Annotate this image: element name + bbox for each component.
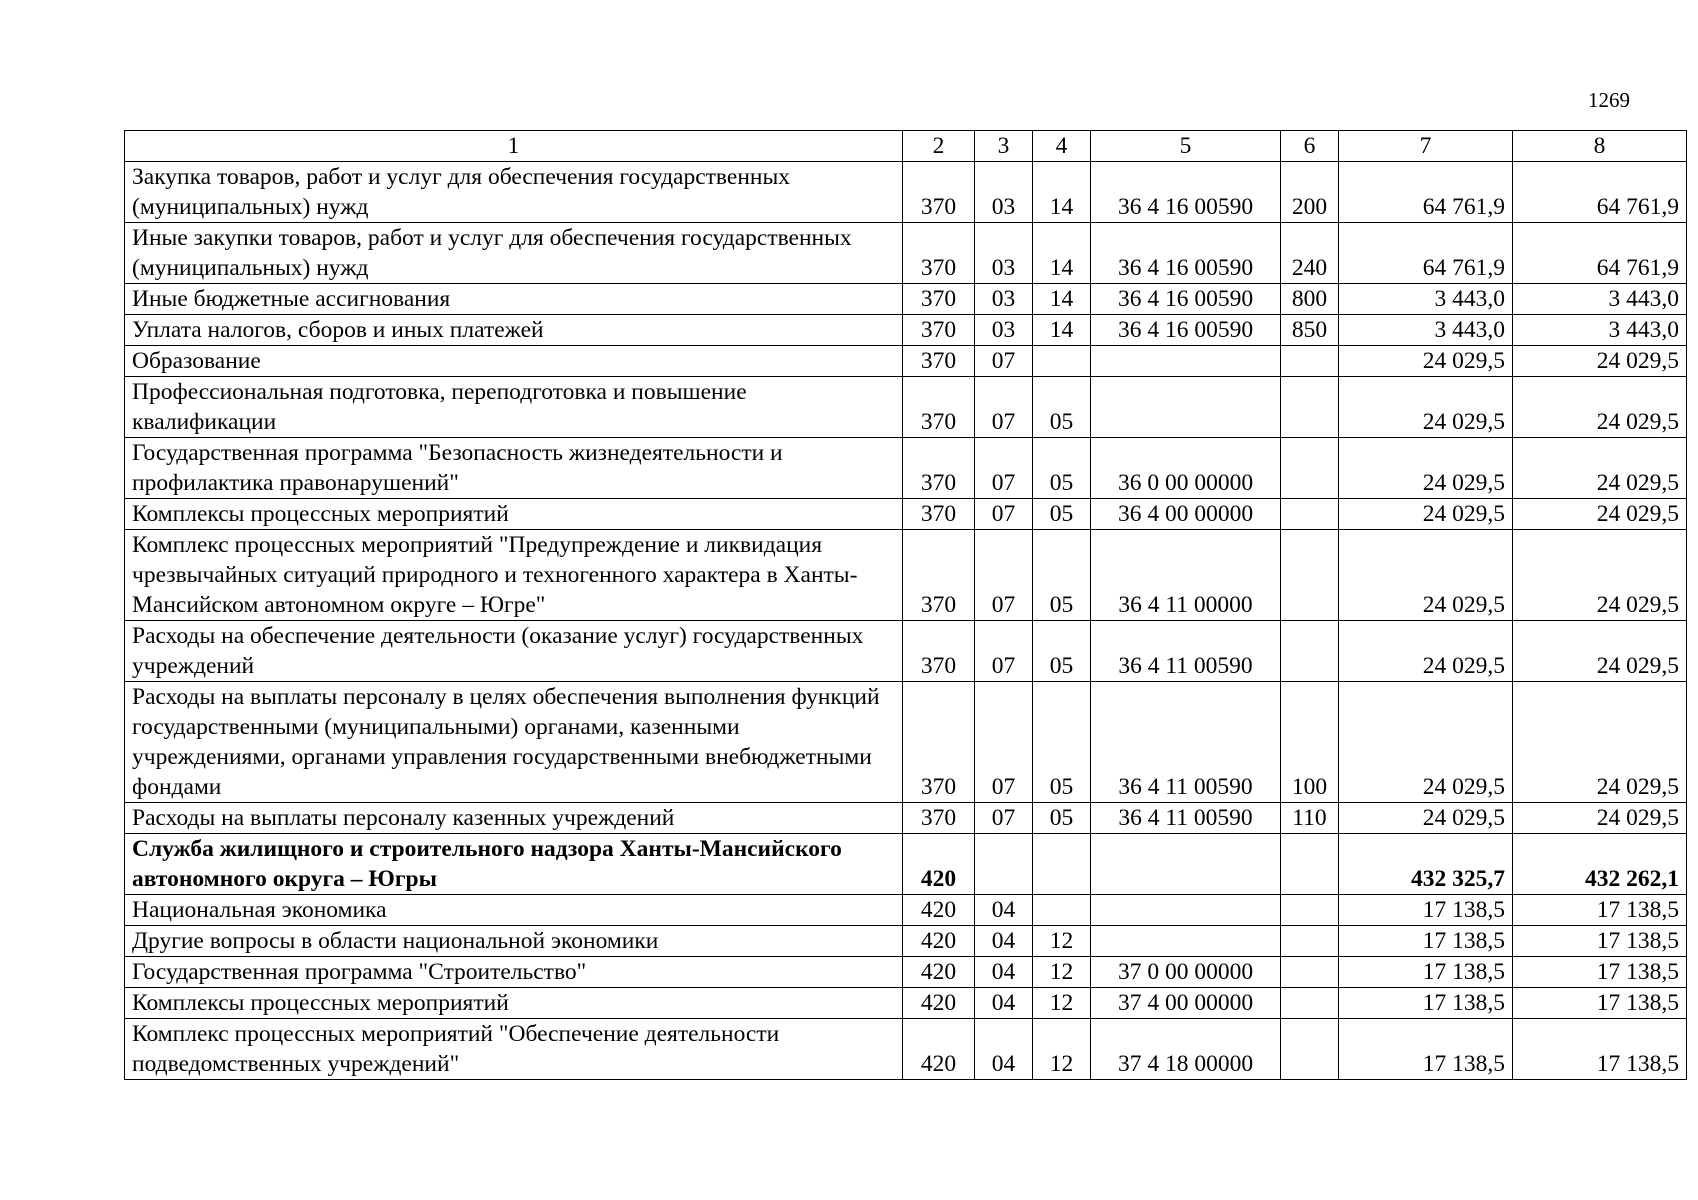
row-name: Расходы на выплаты персоналу в целях обеспечения выполнения функций государственными (муниципальными) органами, казенными учреждениями, органами управления государственными внебюджетными фондами [125,682,903,803]
table-body [125,162,1687,1080]
row-target-article-code: 36 4 16 00590 [1091,162,1281,223]
row-expense-type-code [1281,530,1339,621]
row-section-code: 07 [975,346,1033,377]
row-ministry-code: 370 [903,499,975,530]
table-row [125,926,1687,957]
row-subsection-code: 14 [1033,162,1091,223]
row-section-code: 03 [975,162,1033,223]
column-header-8: 8 [1513,131,1687,162]
row-amount-col7: 3 443,0 [1339,284,1513,315]
row-ministry-code: 370 [903,223,975,284]
row-amount-col8: 17 138,5 [1513,1019,1687,1080]
row-subsection-code: 05 [1033,377,1091,438]
row-ministry-code: 370 [903,377,975,438]
row-expense-type-code: 240 [1281,223,1339,284]
row-expense-type-code: 110 [1281,803,1339,834]
row-target-article-code [1091,377,1281,438]
column-header-6: 6 [1281,131,1339,162]
column-header-2: 2 [903,131,975,162]
row-amount-col7: 17 138,5 [1339,988,1513,1019]
row-subsection-code [1033,834,1091,895]
row-expense-type-code: 800 [1281,284,1339,315]
page-number: 1269 [1588,88,1630,112]
row-expense-type-code [1281,377,1339,438]
row-ministry-code: 370 [903,803,975,834]
table-row [125,682,1687,803]
row-subsection-code: 05 [1033,438,1091,499]
row-name: Иные бюджетные ассигнования [125,284,903,315]
row-amount-col7: 432 325,7 [1339,834,1513,895]
table-row [125,895,1687,926]
row-section-code: 04 [975,1019,1033,1080]
row-name: Закупка товаров, работ и услуг для обеспечения государственных (муниципальных) нужд [125,162,903,223]
row-section-code: 07 [975,499,1033,530]
row-ministry-code: 370 [903,162,975,223]
row-expense-type-code [1281,988,1339,1019]
row-expense-type-code [1281,621,1339,682]
row-section-code: 07 [975,621,1033,682]
row-section-code: 07 [975,682,1033,803]
row-amount-col7: 24 029,5 [1339,438,1513,499]
row-amount-col8: 64 761,9 [1513,223,1687,284]
row-amount-col7: 17 138,5 [1339,1019,1513,1080]
row-name: Государственная программа "Строительство" [125,957,903,988]
row-amount-col8: 24 029,5 [1513,803,1687,834]
row-target-article-code [1091,895,1281,926]
row-expense-type-code [1281,957,1339,988]
row-subsection-code: 12 [1033,957,1091,988]
row-target-article-code: 36 4 16 00590 [1091,315,1281,346]
column-header-1: 1 [125,131,903,162]
row-expense-type-code: 850 [1281,315,1339,346]
row-name: Комплекс процессных мероприятий "Обеспечение деятельности подведомственных учреждений" [125,1019,903,1080]
row-amount-col8: 24 029,5 [1513,621,1687,682]
row-section-code: 03 [975,315,1033,346]
row-target-article-code: 36 4 11 00590 [1091,803,1281,834]
row-expense-type-code [1281,1019,1339,1080]
row-section-code: 07 [975,530,1033,621]
row-subsection-code [1033,895,1091,926]
row-expense-type-code [1281,438,1339,499]
header-row [125,131,1687,162]
row-ministry-code: 420 [903,895,975,926]
row-subsection-code: 05 [1033,530,1091,621]
row-subsection-code: 14 [1033,315,1091,346]
row-subsection-code: 05 [1033,499,1091,530]
row-section-code: 07 [975,438,1033,499]
row-ministry-code: 420 [903,957,975,988]
row-amount-col7: 24 029,5 [1339,621,1513,682]
row-name: Образование [125,346,903,377]
row-subsection-code: 05 [1033,682,1091,803]
row-ministry-code: 370 [903,682,975,803]
row-name: Государственная программа "Безопасность жизнедеятельности и профилактика правонарушений" [125,438,903,499]
row-expense-type-code: 200 [1281,162,1339,223]
row-section-code: 04 [975,988,1033,1019]
row-ministry-code: 420 [903,926,975,957]
row-section-code: 07 [975,803,1033,834]
row-ministry-code: 420 [903,1019,975,1080]
column-header-3: 3 [975,131,1033,162]
row-ministry-code: 370 [903,315,975,346]
row-name: Другие вопросы в области национальной экономики [125,926,903,957]
row-ministry-code: 370 [903,346,975,377]
row-section-code [975,834,1033,895]
row-target-article-code: 36 4 11 00590 [1091,621,1281,682]
row-subsection-code: 12 [1033,926,1091,957]
row-expense-type-code [1281,346,1339,377]
row-name: Уплата налогов, сборов и иных платежей [125,315,903,346]
table-row [125,803,1687,834]
row-target-article-code: 36 4 11 00590 [1091,682,1281,803]
row-expense-type-code [1281,834,1339,895]
row-name: Комплекс процессных мероприятий "Предупреждение и ликвидация чрезвычайных ситуаций природного и техногенного характера в Ханты-Мансийском автономном округе – Югре" [125,530,903,621]
row-target-article-code: 36 4 00 00000 [1091,499,1281,530]
row-ministry-code: 370 [903,284,975,315]
table-row [125,621,1687,682]
row-amount-col8: 24 029,5 [1513,499,1687,530]
row-name: Расходы на обеспечение деятельности (оказание услуг) государственных учреждений [125,621,903,682]
row-section-code: 07 [975,377,1033,438]
row-section-code: 04 [975,957,1033,988]
row-amount-col7: 64 761,9 [1339,162,1513,223]
column-header-4: 4 [1033,131,1091,162]
row-expense-type-code [1281,926,1339,957]
row-section-code: 03 [975,223,1033,284]
table-row [125,346,1687,377]
row-subsection-code: 12 [1033,1019,1091,1080]
table-row [125,834,1687,895]
table-row [125,223,1687,284]
row-target-article-code [1091,926,1281,957]
row-name: Расходы на выплаты персоналу казенных учреждений [125,803,903,834]
row-subsection-code: 05 [1033,621,1091,682]
row-subsection-code: 14 [1033,223,1091,284]
table-row [125,957,1687,988]
row-amount-col7: 24 029,5 [1339,346,1513,377]
table-row [125,315,1687,346]
row-section-code: 03 [975,284,1033,315]
row-amount-col7: 24 029,5 [1339,530,1513,621]
table-row [125,988,1687,1019]
row-ministry-code: 420 [903,834,975,895]
row-amount-col7: 17 138,5 [1339,895,1513,926]
row-amount-col8: 24 029,5 [1513,682,1687,803]
row-name: Комплексы процессных мероприятий [125,499,903,530]
row-amount-col8: 432 262,1 [1513,834,1687,895]
row-target-article-code: 37 4 18 00000 [1091,1019,1281,1080]
row-amount-col8: 17 138,5 [1513,988,1687,1019]
row-name: Служба жилищного и строительного надзора Ханты-Мансийского автономного округа – Югры [125,834,903,895]
row-amount-col8: 64 761,9 [1513,162,1687,223]
column-header-7: 7 [1339,131,1513,162]
row-subsection-code: 05 [1033,803,1091,834]
table-row [125,162,1687,223]
row-subsection-code: 12 [1033,988,1091,1019]
table-row [125,438,1687,499]
row-amount-col8: 3 443,0 [1513,284,1687,315]
table-row [125,377,1687,438]
row-amount-col7: 17 138,5 [1339,926,1513,957]
column-header-5: 5 [1091,131,1281,162]
row-amount-col8: 24 029,5 [1513,530,1687,621]
row-ministry-code: 370 [903,621,975,682]
row-amount-col7: 64 761,9 [1339,223,1513,284]
table-row [125,1019,1687,1080]
table-row [125,284,1687,315]
row-target-article-code: 37 4 00 00000 [1091,988,1281,1019]
table-row [125,499,1687,530]
row-name: Национальная экономика [125,895,903,926]
row-amount-col8: 24 029,5 [1513,438,1687,499]
table-row [125,530,1687,621]
row-amount-col7: 24 029,5 [1339,377,1513,438]
row-section-code: 04 [975,895,1033,926]
row-amount-col8: 17 138,5 [1513,957,1687,988]
row-amount-col8: 3 443,0 [1513,315,1687,346]
row-ministry-code: 420 [903,988,975,1019]
row-amount-col8: 17 138,5 [1513,895,1687,926]
table-header [125,131,1687,162]
row-target-article-code: 36 4 16 00590 [1091,284,1281,315]
row-name: Комплексы процессных мероприятий [125,988,903,1019]
row-amount-col7: 3 443,0 [1339,315,1513,346]
row-target-article-code: 36 4 11 00000 [1091,530,1281,621]
row-amount-col8: 24 029,5 [1513,377,1687,438]
row-section-code: 04 [975,926,1033,957]
row-subsection-code [1033,346,1091,377]
row-ministry-code: 370 [903,530,975,621]
budget-table [124,130,1687,1080]
row-target-article-code [1091,346,1281,377]
row-target-article-code: 36 4 16 00590 [1091,223,1281,284]
row-expense-type-code [1281,499,1339,530]
row-target-article-code: 36 0 00 00000 [1091,438,1281,499]
row-amount-col7: 24 029,5 [1339,803,1513,834]
row-expense-type-code [1281,895,1339,926]
row-target-article-code [1091,834,1281,895]
row-amount-col8: 17 138,5 [1513,926,1687,957]
row-target-article-code: 37 0 00 00000 [1091,957,1281,988]
row-name: Профессиональная подготовка, переподготовка и повышение квалификации [125,377,903,438]
row-ministry-code: 370 [903,438,975,499]
row-amount-col7: 24 029,5 [1339,682,1513,803]
row-amount-col7: 17 138,5 [1339,957,1513,988]
row-amount-col8: 24 029,5 [1513,346,1687,377]
row-name: Иные закупки товаров, работ и услуг для обеспечения государственных (муниципальных) нужд [125,223,903,284]
row-expense-type-code: 100 [1281,682,1339,803]
row-subsection-code: 14 [1033,284,1091,315]
row-amount-col7: 24 029,5 [1339,499,1513,530]
